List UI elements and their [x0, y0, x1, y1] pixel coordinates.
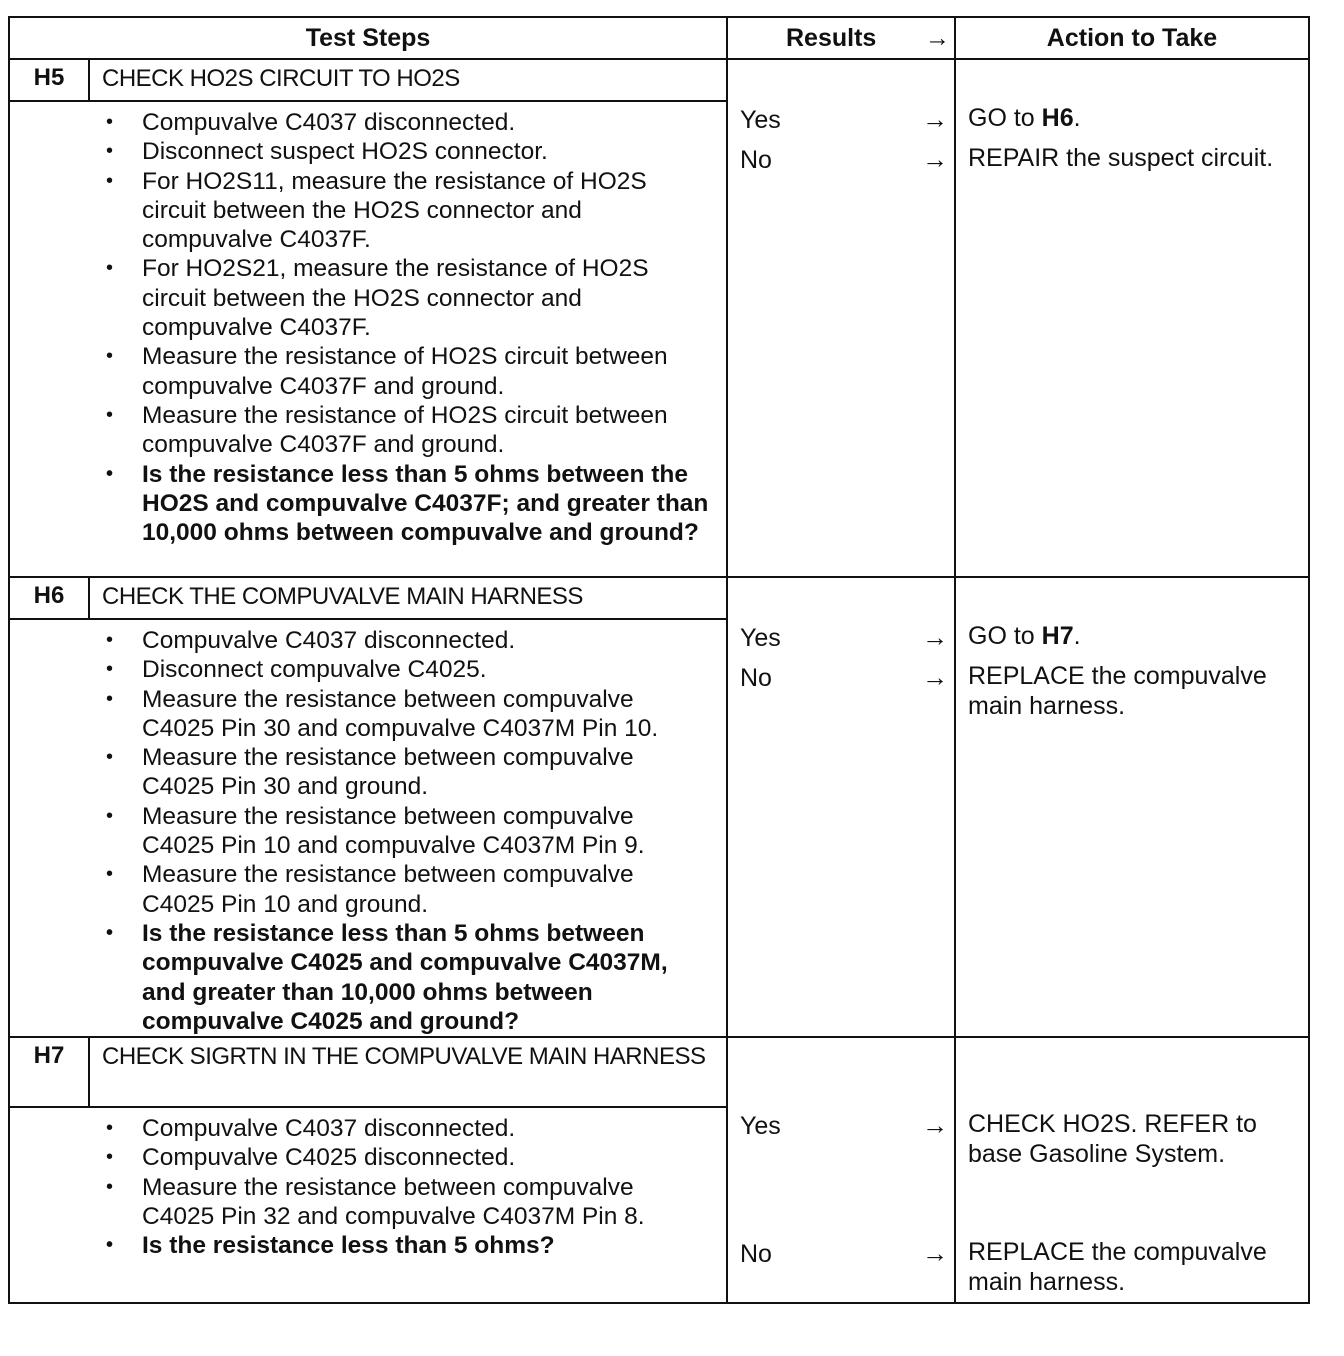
section-h6 — [10, 578, 1308, 1038]
question-item: • Is the resistance less than 5 ohms? — [10, 1231, 710, 1260]
action-yes: CHECK HO2S. REFER to base Gasoline System. — [968, 1110, 1257, 1168]
step-list — [10, 620, 726, 1040]
section-h5 — [10, 60, 1308, 578]
list-item: • For HO2S21, measure the resistance of HO2S circuit between the HO2S connector and compuvalve C4037F. — [10, 254, 710, 342]
action-no: REPLACE the compuvalve main harness. — [968, 662, 1267, 720]
step-header — [10, 1038, 726, 1108]
arrow-icon: → — [925, 24, 950, 52]
step-header — [10, 60, 726, 102]
header-results — [728, 18, 956, 58]
table-header — [10, 18, 1308, 60]
action-yes: GO to H6. — [968, 104, 1081, 132]
steps-cell — [10, 60, 728, 576]
header-test-steps: Test Steps — [10, 18, 728, 58]
step-reference: H7 — [1041, 622, 1074, 650]
list-item: • Measure the resistance between compuvalve C4025 Pin 30 and compuvalve C4037M Pin 10. — [10, 685, 710, 744]
list-item: • Compuvalve C4025 disconnected. — [10, 1143, 710, 1172]
arrow-icon: → — [922, 144, 948, 174]
arrow-icon: → — [922, 662, 948, 692]
step-list — [10, 1108, 726, 1264]
results-cell — [728, 60, 956, 576]
arrow-icon: → — [922, 1238, 948, 1268]
results-cell — [728, 1038, 956, 1302]
result-no: No — [740, 146, 772, 174]
list-item: • Disconnect compuvalve C4025. — [10, 655, 710, 684]
arrow-icon: → — [922, 622, 948, 652]
step-reference: H6 — [1041, 104, 1074, 132]
arrow-icon: → — [922, 1110, 948, 1140]
list-item: • Measure the resistance of HO2S circuit between compuvalve C4037F and ground. — [10, 342, 710, 401]
section-h7 — [10, 1038, 1308, 1302]
question-item: • Is the resistance less than 5 ohms between compuvalve C4025 and compuvalve C4037M, and greater than 10,000 ohms between compuvalve C4025 and ground? — [10, 919, 710, 1036]
actions-cell — [956, 1038, 1308, 1302]
result-yes: Yes — [740, 1112, 781, 1140]
list-item: • Compuvalve C4037 disconnected. — [10, 108, 710, 137]
step-id: H7 — [10, 1038, 90, 1106]
steps-cell — [10, 578, 728, 1036]
arrow-icon: → — [922, 104, 948, 134]
actions-cell — [956, 578, 1308, 1036]
list-item: • Compuvalve C4037 disconnected. — [10, 626, 710, 655]
list-item: • Measure the resistance between compuvalve C4025 Pin 32 and compuvalve C4037M Pin 8. — [10, 1173, 710, 1232]
actions-cell — [956, 60, 1308, 576]
action-no: REPAIR the suspect circuit. — [968, 144, 1274, 172]
question-item: • Is the resistance less than 5 ohms between the HO2S and compuvalve C4037F; and greater than 10,000 ohms between compuvalve and ground? — [10, 460, 710, 548]
list-item: • Compuvalve C4037 disconnected. — [10, 1114, 710, 1143]
header-results-label: Results — [786, 24, 877, 52]
list-item: • Measure the resistance between compuvalve C4025 Pin 10 and compuvalve C4037M Pin 9. — [10, 802, 710, 861]
step-title: CHECK SIGRTN IN THE COMPUVALVE MAIN HARNESS — [102, 1043, 706, 1070]
test-steps-table — [8, 16, 1310, 1304]
step-list — [10, 102, 726, 551]
step-title: CHECK HO2S CIRCUIT TO HO2S — [102, 65, 460, 92]
result-no: No — [740, 1240, 772, 1268]
step-id: H5 — [10, 60, 90, 100]
header-action: Action to Take — [1046, 24, 1218, 52]
list-item: • Disconnect suspect HO2S connector. — [10, 137, 710, 166]
results-cell — [728, 578, 956, 1036]
result-yes: Yes — [740, 624, 781, 652]
step-title: CHECK THE COMPUVALVE MAIN HARNESS — [102, 583, 583, 610]
list-item: • Measure the resistance of HO2S circuit between compuvalve C4037F and ground. — [10, 401, 710, 460]
list-item: • For HO2S11, measure the resistance of HO2S circuit between the HO2S connector and compuvalve C4037F. — [10, 167, 710, 255]
list-item: • Measure the resistance between compuvalve C4025 Pin 30 and ground. — [10, 743, 710, 802]
step-id: H6 — [10, 578, 90, 618]
result-yes: Yes — [740, 106, 781, 134]
result-no: No — [740, 664, 772, 692]
action-yes: GO to H7. — [968, 622, 1081, 650]
list-item: • Measure the resistance between compuvalve C4025 Pin 10 and ground. — [10, 860, 710, 919]
step-header — [10, 578, 726, 620]
steps-cell — [10, 1038, 728, 1302]
action-no: REPLACE the compuvalve main harness. — [968, 1238, 1267, 1296]
